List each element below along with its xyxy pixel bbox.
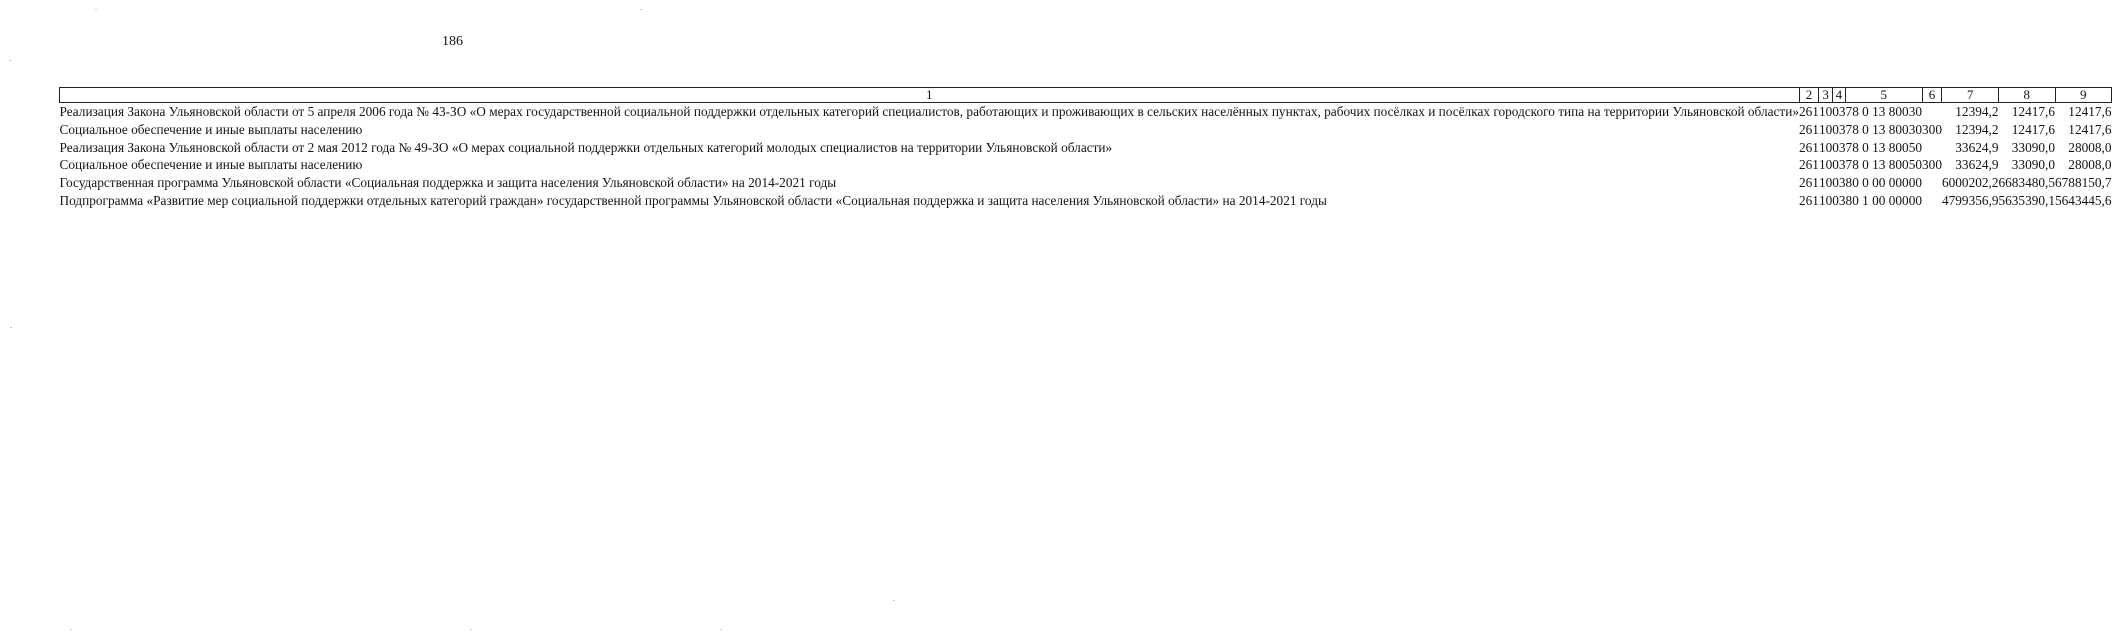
table-body	[60, 103, 2112, 210]
amount-col-7: 6000202,2	[1941, 175, 1999, 191]
row-name: Социальное обеспечение и иные выплаты населению	[59, 157, 363, 173]
table-row	[60, 156, 2112, 174]
scan-speck	[470, 629, 472, 630]
scan-speck	[70, 629, 72, 630]
amount-col-8: 12417,6	[2011, 104, 2055, 119]
amount-col-9: 6788150,7	[2055, 175, 2112, 191]
column-header-1: 1	[60, 88, 1800, 103]
expense-type-code: 300	[1922, 157, 1942, 173]
section-code: 10	[1818, 104, 1833, 119]
amount-col-8: 5635390,1	[1998, 192, 2055, 208]
amount-col-7: 33624,9	[1955, 139, 1999, 155]
row-name: Реализация Закона Ульяновской области от 5 апреля 2006 года № 43-ЗО «О мерах государственной социальной поддержки отдельных категорий специалистов, работающих и проживающих в сельских населённых пунктах, рабочих посёлках и посёлках городского типа на территории Ульяновской области»	[59, 104, 1799, 119]
subsection-code: 03	[1832, 175, 1846, 191]
ministry-code: 261	[1799, 192, 1819, 208]
scan-speck	[95, 9, 97, 10]
column-header-2: 2	[1799, 88, 1819, 103]
amount-col-7: 12394,2	[1955, 104, 1999, 119]
subsection-code: 03	[1832, 139, 1846, 155]
subsection-code: 03	[1832, 192, 1846, 208]
expense-type-code: 300	[1922, 121, 1942, 137]
table-row	[60, 139, 2112, 157]
budget-table	[59, 87, 2112, 210]
amount-col-7: 4799356,9	[1941, 192, 1999, 208]
ministry-code: 261	[1799, 175, 1819, 191]
subsection-code: 03	[1832, 121, 1846, 137]
column-header-8: 8	[1998, 88, 2055, 103]
ministry-code: 261	[1799, 139, 1819, 155]
scan-speck	[893, 600, 895, 601]
ministry-code: 261	[1799, 121, 1819, 137]
amount-col-8: 12417,6	[2011, 121, 2055, 137]
amount-col-7: 33624,9	[1955, 157, 1999, 173]
amount-col-9: 12417,6	[2068, 121, 2112, 137]
section-code: 10	[1818, 175, 1833, 191]
scan-speck	[640, 9, 642, 10]
column-header-4: 4	[1832, 88, 1845, 103]
target-article-code: 78 0 13 80050	[1845, 157, 1923, 173]
table-row	[60, 121, 2112, 139]
ministry-code: 261	[1799, 104, 1819, 119]
target-article-code: 78 0 13 80030	[1845, 104, 1923, 119]
expense-type-code	[1922, 139, 1942, 157]
scan-speck	[9, 60, 11, 61]
section-code: 10	[1818, 157, 1833, 173]
subsection-code: 03	[1832, 157, 1846, 173]
column-header-7: 7	[1942, 88, 1999, 103]
scan-speck	[720, 629, 722, 630]
amount-col-9: 28008,0	[2068, 157, 2112, 173]
amount-col-8: 33090,0	[2011, 157, 2055, 173]
row-name: Государственная программа Ульяновской области «Социальная поддержка и защита населения Ульяновской области» на 2014-2021 годы	[59, 175, 837, 191]
amount-col-7: 12394,2	[1955, 121, 1999, 137]
target-article-code: 80 0 00 00000	[1845, 175, 1923, 191]
row-name: Подпрограмма «Развитие мер социальной поддержки отдельных категорий граждан» государственной программы Ульяновской области «Социальная поддержка и защита населения Ульяновской области» на 2014-2021 годы	[59, 192, 1327, 208]
expense-type-code	[1922, 103, 1942, 121]
expense-type-code	[1922, 174, 1942, 192]
column-header-5: 5	[1846, 88, 1922, 103]
amount-col-8: 6683480,5	[1998, 175, 2055, 191]
table-row	[60, 192, 2112, 210]
column-header-9: 9	[2055, 88, 2112, 103]
ministry-code: 261	[1799, 157, 1819, 173]
expense-type-code	[1922, 192, 1942, 210]
section-code: 10	[1818, 192, 1833, 208]
page-number: 186	[442, 34, 463, 49]
column-header-6: 6	[1922, 88, 1942, 103]
table-header	[60, 88, 2112, 103]
target-article-code: 78 0 13 80050	[1845, 139, 1923, 155]
target-article-code: 78 0 13 80030	[1845, 121, 1923, 137]
amount-col-8: 33090,0	[2011, 139, 2055, 155]
row-name: Реализация Закона Ульяновской области от 2 мая 2012 года № 49-ЗО «О мерах социальной поддержки отдельных категорий молодых специалистов на территории Ульяновской области»	[59, 139, 1113, 155]
row-name: Социальное обеспечение и иные выплаты населению	[59, 121, 363, 137]
target-article-code: 80 1 00 00000	[1845, 192, 1923, 208]
section-code: 10	[1818, 121, 1833, 137]
table-row	[60, 174, 2112, 192]
scan-speck	[10, 327, 12, 328]
amount-col-9: 5643445,6	[2055, 192, 2112, 208]
amount-col-9: 12417,6	[2068, 104, 2112, 119]
column-header-3: 3	[1819, 88, 1832, 103]
table-row	[60, 103, 2112, 121]
amount-col-9: 28008,0	[2068, 139, 2112, 155]
subsection-code: 03	[1832, 104, 1846, 119]
section-code: 10	[1818, 139, 1833, 155]
